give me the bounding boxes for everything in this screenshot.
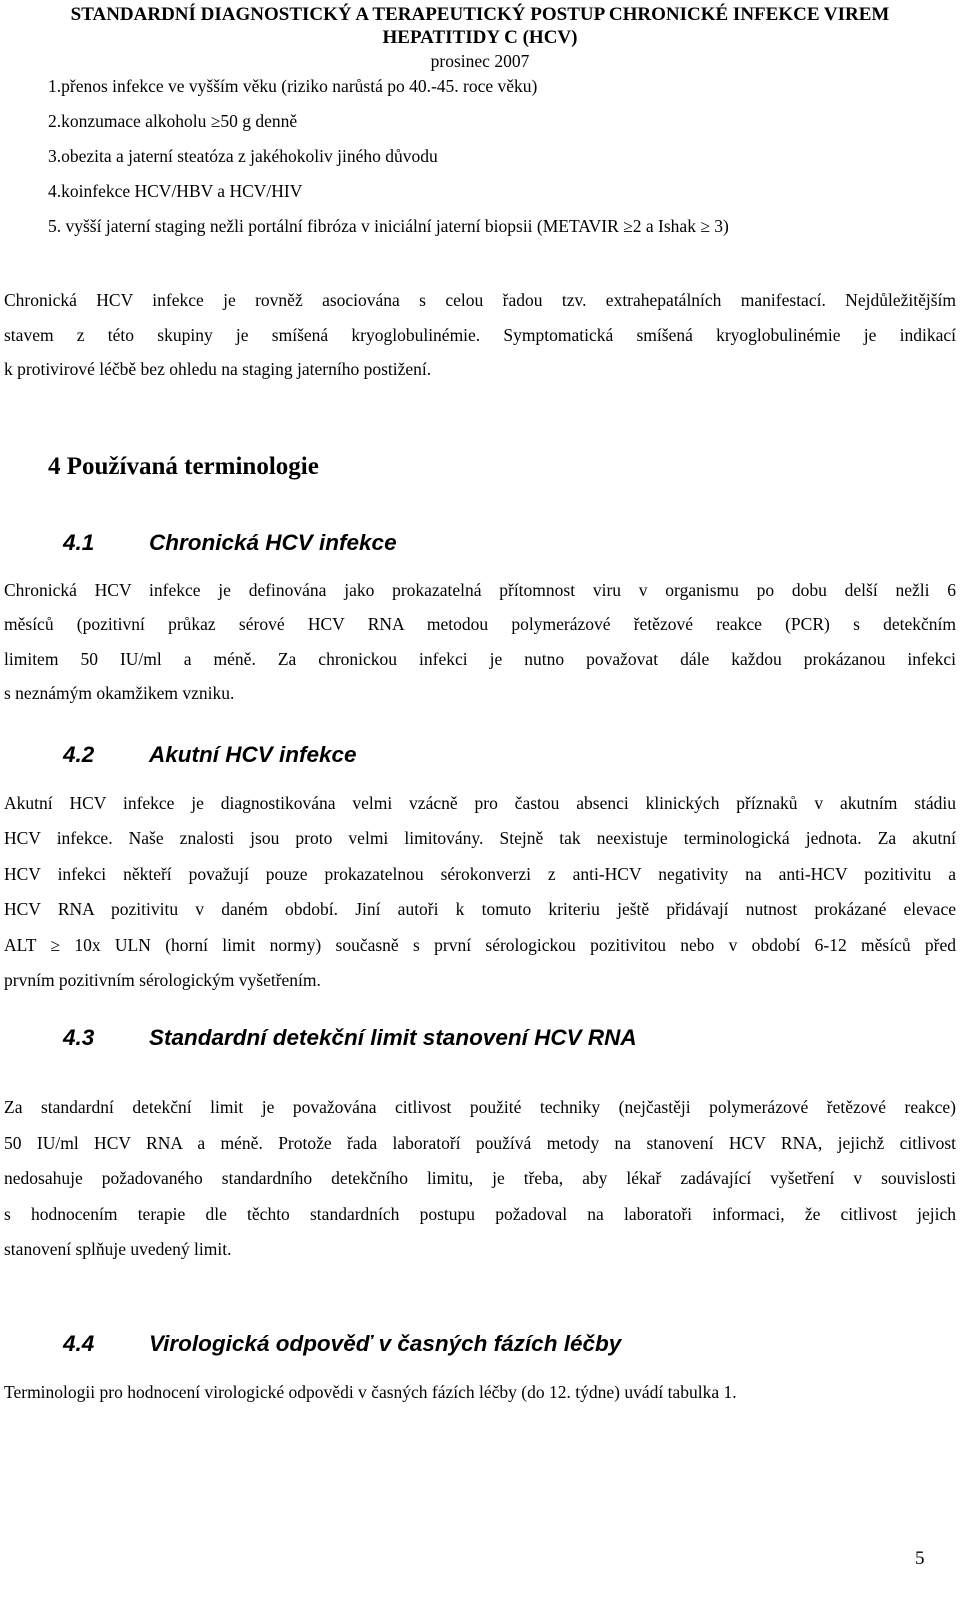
paragraph-line: HCV infekce. Naše znalosti jsou proto velmi limitovány. Stejně tak neexistuje terminologická jednota. Za akutní	[4, 828, 956, 849]
subsection-heading-4-2	[63, 741, 357, 769]
subsection-title: Akutní HCV infekce	[149, 742, 357, 767]
paragraph-line: Terminologii pro hodnocení virologické odpovědi v časných fázích léčby (do 12. týdne) uvádí tabulka 1.	[4, 1382, 737, 1402]
subsection-heading-4-3	[63, 1024, 637, 1052]
subsection-title: Virologická odpověď v časných fázích léčby	[149, 1331, 622, 1356]
subsection-number: 4.4	[63, 1331, 95, 1356]
subsection-title: Standardní detekční limit stanovení HCV RNA	[149, 1025, 637, 1050]
paragraph-line: prvním pozitivním sérologickým vyšetřením.	[4, 970, 321, 991]
subsection-title: Chronická HCV infekce	[149, 530, 397, 555]
paragraph-line: stanovení splňuje uvedený limit.	[4, 1239, 232, 1260]
page-number: 5	[915, 1548, 925, 1569]
acute-infection-paragraph	[4, 786, 956, 998]
subsection-heading-4-1	[63, 529, 397, 557]
paragraph-line: HCV RNA pozitivitu v daném období. Jiní autoři k tomuto kriteriu ještě přidávají nutnost prokázané elevace	[4, 899, 956, 920]
document-title-line-2: HEPATITIDY C (HCV)	[382, 27, 578, 48]
subsection-number: 4.1	[63, 530, 95, 555]
subsection-number: 4.3	[63, 1025, 95, 1050]
paragraph-line: limitem 50 IU/ml a méně. Za chronickou infekci je nutno považovat dále každou prokázanou infekci	[4, 648, 956, 669]
list-item: 2.konzumace alkoholu ≥50 g denně	[48, 111, 298, 131]
extrahepatic-paragraph	[4, 283, 956, 387]
paragraph-line: měsíců (pozitivní průkaz sérové HCV RNA metodou polymerázové řetězové reakce (PCR) s detekčním	[4, 614, 956, 635]
paragraph-line: Za standardní detekční limit je považována citlivost použité techniky (nejčastěji polymerázové řetězové reakce)	[4, 1097, 956, 1117]
paragraph-line: 50 IU/ml HCV RNA a méně. Protože řada laboratoří používá metody na stanovení HCV RNA, jejichž citlivost	[4, 1132, 956, 1153]
paragraph-line: Chronická HCV infekce je rovněž asociována s celou řadou tzv. extrahepatálních manifestací. Nejdůležitějším	[4, 290, 956, 310]
list-item: 5. vyšší jaterní staging nežli portální fibróza v iniciální jaterní biopsii (METAVIR ≥2 a Ishak ≥ 3)	[48, 216, 729, 236]
list-item: 1.přenos infekce ve vyšším věku (riziko narůstá po 40.-45. roce věku)	[48, 76, 538, 96]
chronic-infection-paragraph	[4, 573, 956, 710]
subsection-number: 4.2	[63, 742, 95, 767]
subsection-heading-4-4	[63, 1330, 621, 1358]
paragraph-line: HCV infekci někteří považují pouze prokazatelnou sérokonverzi z anti-HCV negativity na anti-HCV pozitivitu a	[4, 863, 956, 884]
paragraph-line: ALT ≥ 10x ULN (horní limit normy) současně s první sérologickou pozitivitou nebo v období 6-12 měsíců před	[4, 934, 956, 955]
list-item: 3.obezita a jaterní steatóza z jakéhokoliv jiného důvodu	[48, 146, 438, 166]
detection-limit-paragraph	[4, 1090, 956, 1268]
paragraph-line: nedosahuje požadovaného standardního detekčního limitu, je třeba, aby lékař zadávající vyšetření v souvislosti	[4, 1168, 956, 1189]
paragraph-line: k protivirové léčbě bez ohledu na staging jaterního postižení.	[4, 359, 432, 379]
paragraph-line: s neznámým okamžikem vzniku.	[4, 682, 235, 703]
paragraph-line: stavem z této skupiny je smíšená kryoglobulinémie. Symptomatická smíšená kryoglobulinémie je indikací	[4, 324, 956, 345]
document-date: prosinec 2007	[430, 51, 530, 71]
section-heading: 4 Používaná terminologie	[48, 453, 319, 480]
paragraph-line: Akutní HCV infekce je diagnostikována velmi vzácně pro častou absenci klinických příznaků v akutním stádiu	[4, 793, 956, 813]
list-item: 4.koinfekce HCV/HBV a HCV/HIV	[48, 181, 303, 201]
virologic-response-paragraph	[4, 1375, 956, 1409]
paragraph-line: s hodnocením terapie dle těchto standardních postupu požadoval na laboratoři informaci, že citlivost jejich	[4, 1203, 956, 1224]
document-title-line-1: STANDARDNÍ DIAGNOSTICKÝ A TERAPEUTICKÝ POSTUP CHRONICKÉ INFEKCE VIREM	[70, 4, 890, 25]
paragraph-line: Chronická HCV infekce je definována jako prokazatelná přítomnost viru v organismu po dobu delší nežli 6	[4, 580, 956, 600]
